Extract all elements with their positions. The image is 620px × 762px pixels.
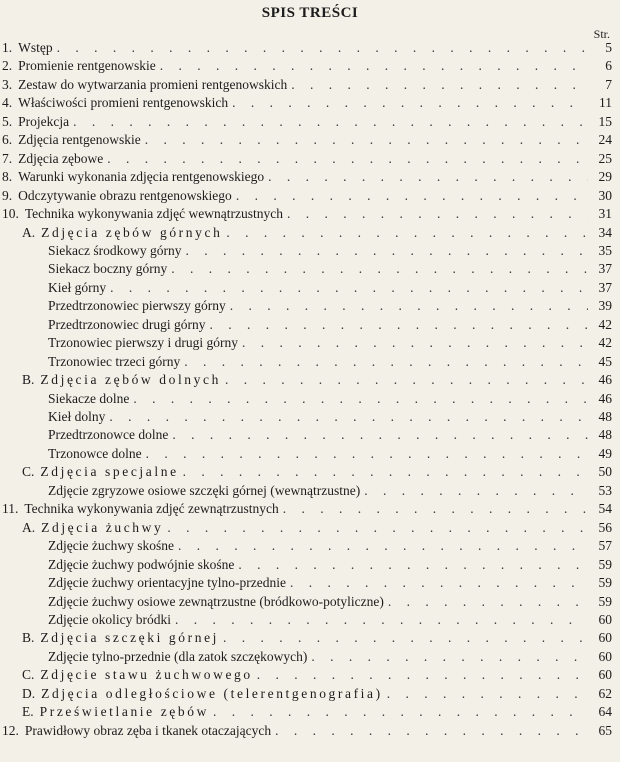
toc-entry-page: 45 (598, 353, 612, 369)
leader-dots (283, 500, 588, 518)
toc-entry-number: C. (22, 667, 35, 683)
leader-dots (160, 57, 588, 75)
leader-dots (225, 371, 588, 389)
leader-dots (226, 224, 588, 242)
toc-entry (48, 482, 612, 500)
toc-entry-page: 46 (598, 372, 612, 388)
leader-dots (107, 150, 588, 168)
toc-entry-number: 8. (2, 169, 13, 185)
toc-entry-page: 34 (598, 224, 612, 240)
toc-entry-label: Siekacze dolne (48, 390, 130, 406)
toc-entry (48, 445, 612, 463)
toc-entry (48, 390, 612, 408)
toc-entry-label: Kieł górny (48, 279, 107, 295)
toc-entry-page: 60 (598, 667, 612, 683)
toc-entry-label: Zdjęcie żuchwy orientacyjne tylno-przednie (48, 575, 287, 591)
toc-entry-label: Prawidłowy obraz zęba i tkanek otaczających (24, 722, 272, 738)
toc-entry (2, 500, 612, 518)
toc-entry (2, 113, 612, 131)
toc-entry-page: 60 (598, 648, 612, 664)
leader-dots (223, 629, 588, 647)
toc-entry-number: A. (22, 224, 36, 240)
toc-entry-label: Wstęp (18, 40, 53, 55)
toc-entry-page: 25 (598, 150, 612, 166)
toc-entry (2, 205, 612, 223)
toc-entry-label: Przedtrzonowiec drugi górny (48, 316, 206, 332)
toc-entry (22, 629, 612, 647)
toc-entry-label: Warunki wykonania zdjęcia rentgenowskiego (18, 169, 265, 185)
leader-dots (213, 703, 588, 721)
toc-entry-number: 7. (2, 150, 13, 166)
toc-entry-page: 31 (598, 206, 612, 222)
toc-entry-label: Przedtrzonowiec pierwszy górny (48, 298, 226, 314)
leader-dots (364, 482, 588, 500)
toc-entry (2, 57, 612, 75)
toc-entry (48, 297, 612, 315)
toc-entry (2, 94, 612, 112)
toc-entry-label: Zestaw do wytwarzania promieni rentgenowskich (18, 76, 288, 92)
toc-entry-number: 2. (2, 58, 13, 74)
toc-entry-label: Promienie rentgenowskie (18, 58, 156, 74)
toc-entry-label: Projekcja (18, 113, 70, 129)
toc-entry-label: Zdjęcia odległościowe (telerentgenografia) (41, 685, 383, 701)
toc-entry (22, 519, 612, 537)
toc-entry (48, 537, 612, 555)
toc-entry-number: 9. (2, 187, 13, 203)
toc-entry-page: 35 (598, 242, 612, 258)
toc-entry-page: 42 (598, 335, 612, 351)
toc-entry-number: A. (22, 519, 36, 535)
toc-entry (48, 648, 612, 666)
toc-entry-label: Trzonowce dolne (48, 445, 142, 461)
leader-dots (184, 353, 588, 371)
toc-entry (22, 703, 612, 721)
toc-entry-label: Technika wykonywania zdjęć zewnątrzustnych (24, 501, 279, 517)
leader-dots (236, 187, 588, 205)
toc-entry-page: 65 (598, 722, 612, 738)
toc-entry-label: Zdjęcia żuchwy (41, 519, 164, 535)
toc-entry-page: 15 (598, 113, 612, 129)
toc-entry (48, 242, 612, 260)
toc-entry-label: Zdjęcia zębów dolnych (40, 372, 221, 388)
toc-entry (22, 224, 612, 242)
toc-entry-label: Przedtrzonowce dolne (48, 427, 169, 443)
toc-entry-number: 4. (2, 95, 13, 111)
toc-entry (22, 371, 612, 389)
toc-entry (22, 463, 612, 481)
leader-dots (209, 316, 588, 334)
toc-entry-number: C. (22, 464, 35, 480)
page-column-label: Str. (593, 27, 610, 41)
toc-entry-label: Zdjęcia rentgenowskie (18, 132, 141, 148)
leader-dots (232, 94, 588, 112)
toc-entry-label: Zdjęcie zgryzowe osiowe szczęki górnej (wewnątrzustne) (48, 482, 361, 498)
toc-entry (48, 556, 612, 574)
toc-entry-page: 37 (598, 261, 612, 277)
leader-dots (291, 76, 588, 94)
leader-dots (311, 648, 588, 666)
toc-entry-label: Zdjęcia zębów górnych (41, 224, 223, 240)
toc-entry (48, 334, 612, 352)
leader-dots (172, 426, 588, 444)
toc-entry (48, 316, 612, 334)
toc-entry-label: Prześwietlanie zębów (39, 704, 209, 720)
toc-entry-page: 46 (598, 390, 612, 406)
leader-dots (109, 408, 588, 426)
leader-dots (110, 279, 588, 297)
toc-entry-label: Właściwości promieni rentgenowskich (18, 95, 229, 111)
toc-entry-label: Zdjęcie stawu żuchwowego (40, 667, 253, 683)
toc-entry (22, 685, 612, 703)
toc-entry-page: 57 (598, 538, 612, 554)
toc-entry-number: 12. (2, 722, 19, 738)
toc-entry-page: 54 (598, 501, 612, 517)
leader-dots (387, 685, 588, 703)
toc-entry (2, 39, 612, 57)
toc-entry (48, 593, 612, 611)
leader-dots (275, 722, 588, 740)
toc-entry-label: Trzonowiec pierwszy i drugi górny (48, 335, 238, 351)
leader-dots (178, 537, 588, 555)
toc-entry (2, 131, 612, 149)
toc-entry-label: Siekacz boczny górny (48, 261, 168, 277)
toc-entry-label: Siekacz środkowy górny (48, 242, 182, 258)
leader-dots (230, 297, 588, 315)
toc-entry (2, 150, 612, 168)
toc-entry (2, 76, 612, 94)
toc-entry-label: Zdjęcie żuchwy podwójnie skośne (48, 556, 235, 572)
toc-entry-number: 11. (2, 501, 19, 517)
toc-entry-page: 59 (598, 556, 612, 572)
toc-entry (48, 611, 612, 629)
toc-entry-number: D. (22, 685, 36, 701)
leader-dots (175, 611, 588, 629)
toc-entry-page: 48 (598, 409, 612, 424)
toc-entry-page: 60 (598, 630, 612, 646)
toc-entry-page: 5 (605, 40, 612, 55)
toc-entry-number: 10. (2, 206, 19, 222)
leader-dots (287, 205, 588, 223)
toc-entry (48, 279, 612, 297)
leader-dots (185, 242, 588, 260)
toc-entry-number: 5. (2, 113, 13, 129)
toc-entry-page: 30 (598, 187, 612, 203)
toc-entry-number: B. (22, 372, 35, 388)
page-title: SPIS TREŚCI (261, 5, 359, 21)
toc-entry-page: 53 (598, 482, 612, 498)
leader-dots (171, 260, 588, 278)
toc-entry (22, 666, 612, 684)
toc-entry-page: 49 (598, 445, 612, 461)
toc-entry-number: 3. (2, 76, 13, 92)
toc-entry (48, 408, 612, 426)
toc-entry-number: E. (22, 704, 34, 720)
leader-dots (238, 556, 588, 574)
toc-entry (48, 260, 612, 278)
toc-entry-page: 6 (605, 58, 612, 74)
toc-entry-number: B. (22, 630, 35, 646)
leader-dots (146, 445, 588, 463)
leader-dots (290, 574, 588, 592)
leader-dots (57, 39, 588, 57)
toc-entry (48, 574, 612, 592)
toc-entry-number: 1. (2, 40, 13, 55)
toc-entry-label: Odczytywanie obrazu rentgenowskiego (18, 187, 232, 203)
toc-entry-page: 62 (598, 685, 612, 701)
toc-entry-label: Zdjęcia zębowe (18, 150, 104, 166)
toc-entry-page: 64 (598, 704, 612, 720)
toc-entry-page: 11 (599, 95, 612, 111)
toc-entry (2, 168, 612, 186)
toc-entry-label: Zdjęcia szczęki górnej (40, 630, 220, 646)
toc-entry-page: 7 (605, 76, 612, 92)
toc-entry-label: Kieł dolny (48, 409, 106, 424)
leader-dots (242, 334, 588, 352)
leader-dots (257, 666, 588, 684)
leader-dots (183, 463, 588, 481)
toc-entry-page: 48 (598, 427, 612, 443)
toc-entry (2, 187, 612, 205)
leader-dots (133, 390, 588, 408)
toc-entry (2, 722, 612, 740)
leader-dots (167, 519, 588, 537)
toc-entry-page: 39 (598, 298, 612, 314)
leader-dots (268, 168, 588, 186)
toc-entry (48, 353, 612, 371)
toc-entry-page: 56 (598, 519, 612, 535)
toc-entry-page: 37 (598, 279, 612, 295)
toc-entry (48, 426, 612, 444)
toc-entry-label: Zdjęcia specjalne (40, 464, 179, 480)
toc-entry-label: Technika wykonywania zdjęć wewnątrzustnych (24, 206, 283, 222)
toc-entry-page: 59 (598, 593, 612, 609)
leader-dots (388, 593, 588, 611)
toc-entry-label: Zdjęcie żuchwy osiowe zewnątrzustne (bródkowo-potyliczne) (48, 593, 384, 609)
toc-entry-page: 29 (598, 169, 612, 185)
toc-entry-page: 60 (598, 611, 612, 627)
leader-dots (145, 131, 588, 149)
toc-entry-page: 24 (598, 132, 612, 148)
leader-dots (73, 113, 588, 131)
toc-entry-label: Zdjęcie żuchwy skośne (48, 538, 174, 554)
toc-entry-label: Trzonowiec trzeci górny (48, 353, 181, 369)
toc-entry-page: 59 (598, 575, 612, 591)
toc-entry-label: Zdjęcie tylno-przednie (dla zatok szczękowych) (48, 648, 308, 664)
toc-entry-number: 6. (2, 132, 13, 148)
toc-entry-page: 50 (598, 464, 612, 480)
toc-entry-label: Zdjęcie okolicy bródki (48, 611, 171, 627)
toc-entry-page: 42 (598, 316, 612, 332)
